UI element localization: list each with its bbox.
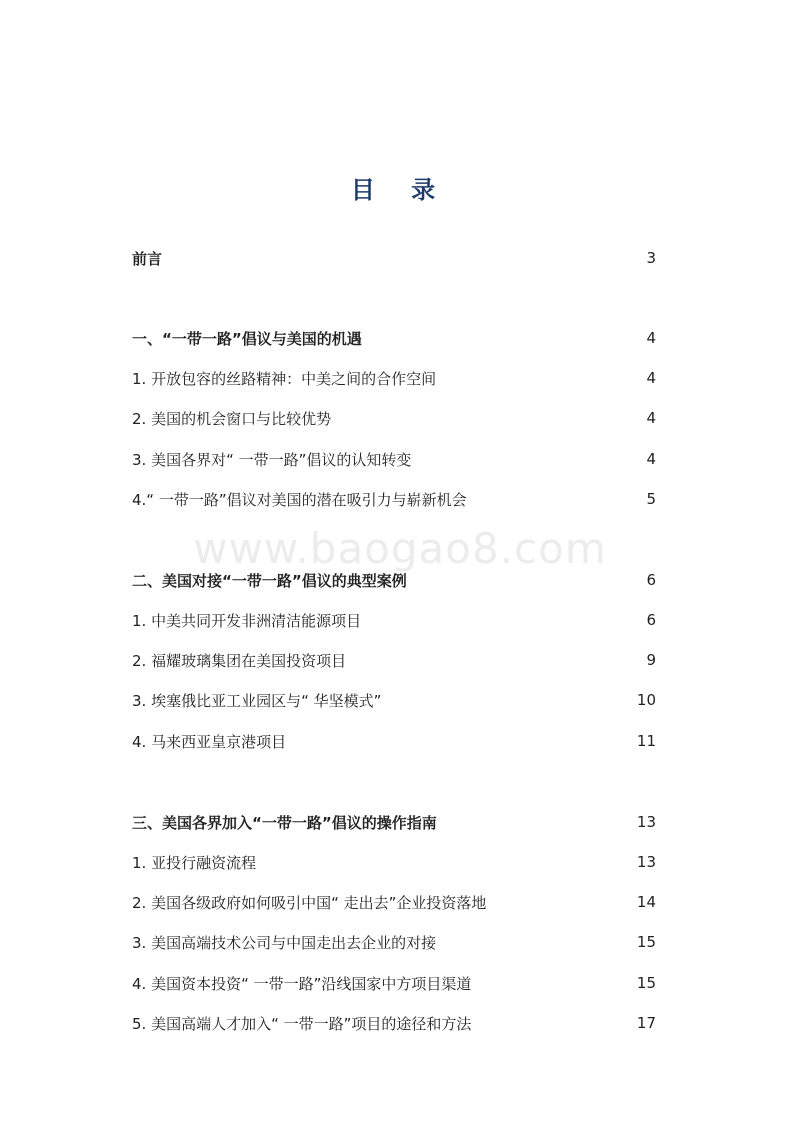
toc-entry-label: 2. 美国各级政府如何吸引中国“ 走出去”企业投资落地	[132, 893, 487, 912]
page-title: 目 录	[350, 176, 450, 204]
toc-entry[interactable]	[132, 648, 656, 672]
toc-entry-label: 三、美国各界加入“一带一路”倡议的操作指南	[132, 813, 437, 832]
toc-entry[interactable]	[132, 608, 656, 632]
toc-entry-page: 4	[646, 409, 656, 427]
toc-entry-page: 6	[646, 611, 656, 629]
toc-entry-label: 一、“一带一路”倡议与美国的机遇	[132, 329, 362, 348]
toc-section-1[interactable]	[132, 326, 656, 350]
toc-entry[interactable]	[132, 729, 656, 753]
toc-entry[interactable]	[132, 688, 656, 712]
toc-entry-page: 17	[636, 1014, 656, 1032]
toc-entry-label: 4. 马来西亚皇京港项目	[132, 732, 287, 751]
toc-entry-page: 4	[646, 329, 656, 347]
toc-entry-label: 2. 美国的机会窗口与比较优势	[132, 409, 332, 428]
toc-entry[interactable]	[132, 890, 656, 914]
toc-entry-page: 4	[646, 450, 656, 468]
toc-entry-label: 4. 美国资本投资“ 一带一路”沿线国家中方项目渠道	[132, 974, 472, 993]
toc-entry[interactable]	[132, 1011, 656, 1035]
toc-entry-label: 3. 埃塞俄比亚工业园区与“ 华坚模式”	[132, 691, 382, 710]
toc-entry-label: 前言	[132, 249, 163, 268]
toc-entry[interactable]	[132, 487, 656, 511]
toc-entry-page: 14	[636, 893, 656, 911]
toc-entry-page: 9	[646, 651, 656, 669]
toc-entry-page: 13	[636, 813, 656, 831]
toc-entry[interactable]	[132, 930, 656, 954]
toc-entry-label: 1. 中美共同开发非洲清洁能源项目	[132, 611, 362, 630]
toc-entry[interactable]	[132, 406, 656, 430]
toc-entry-preface[interactable]	[132, 246, 656, 270]
toc-section-2[interactable]	[132, 568, 656, 592]
toc-entry-page: 4	[646, 369, 656, 387]
toc-entry-label: 4.“ 一带一路”倡议对美国的潜在吸引力与崭新机会	[132, 490, 467, 509]
toc-entry-label: 1. 开放包容的丝路精神：中美之间的合作空间	[132, 369, 437, 388]
toc-entry-page: 6	[646, 571, 656, 589]
toc-entry-page: 10	[636, 691, 656, 709]
toc-entry-label: 5. 美国高端人才加入“ 一带一路”项目的途径和方法	[132, 1014, 472, 1033]
toc-entry[interactable]	[132, 366, 656, 390]
toc-entry-label: 1. 亚投行融资流程	[132, 853, 257, 872]
toc-entry-page: 3	[646, 249, 656, 267]
toc-entry-page: 15	[636, 933, 656, 951]
toc-entry[interactable]	[132, 850, 656, 874]
toc-section-3[interactable]	[132, 810, 656, 834]
toc-entry[interactable]	[132, 971, 656, 995]
toc-entry-page: 5	[646, 490, 656, 508]
toc-entry-page: 15	[636, 974, 656, 992]
watermark: www.baogao8.com	[193, 524, 607, 573]
toc-entry-label: 3. 美国各界对“ 一带一路”倡议的认知转变	[132, 450, 412, 469]
toc-entry-page: 13	[636, 853, 656, 871]
toc-entry-label: 二、美国对接“一带一路”倡议的典型案例	[132, 571, 407, 590]
toc-entry-page: 11	[636, 732, 656, 750]
toc-entry[interactable]	[132, 447, 656, 471]
toc-entry-label: 2. 福耀玻璃集团在美国投资项目	[132, 651, 347, 670]
toc-entry-label: 3. 美国高端技术公司与中国走出去企业的对接	[132, 933, 437, 952]
